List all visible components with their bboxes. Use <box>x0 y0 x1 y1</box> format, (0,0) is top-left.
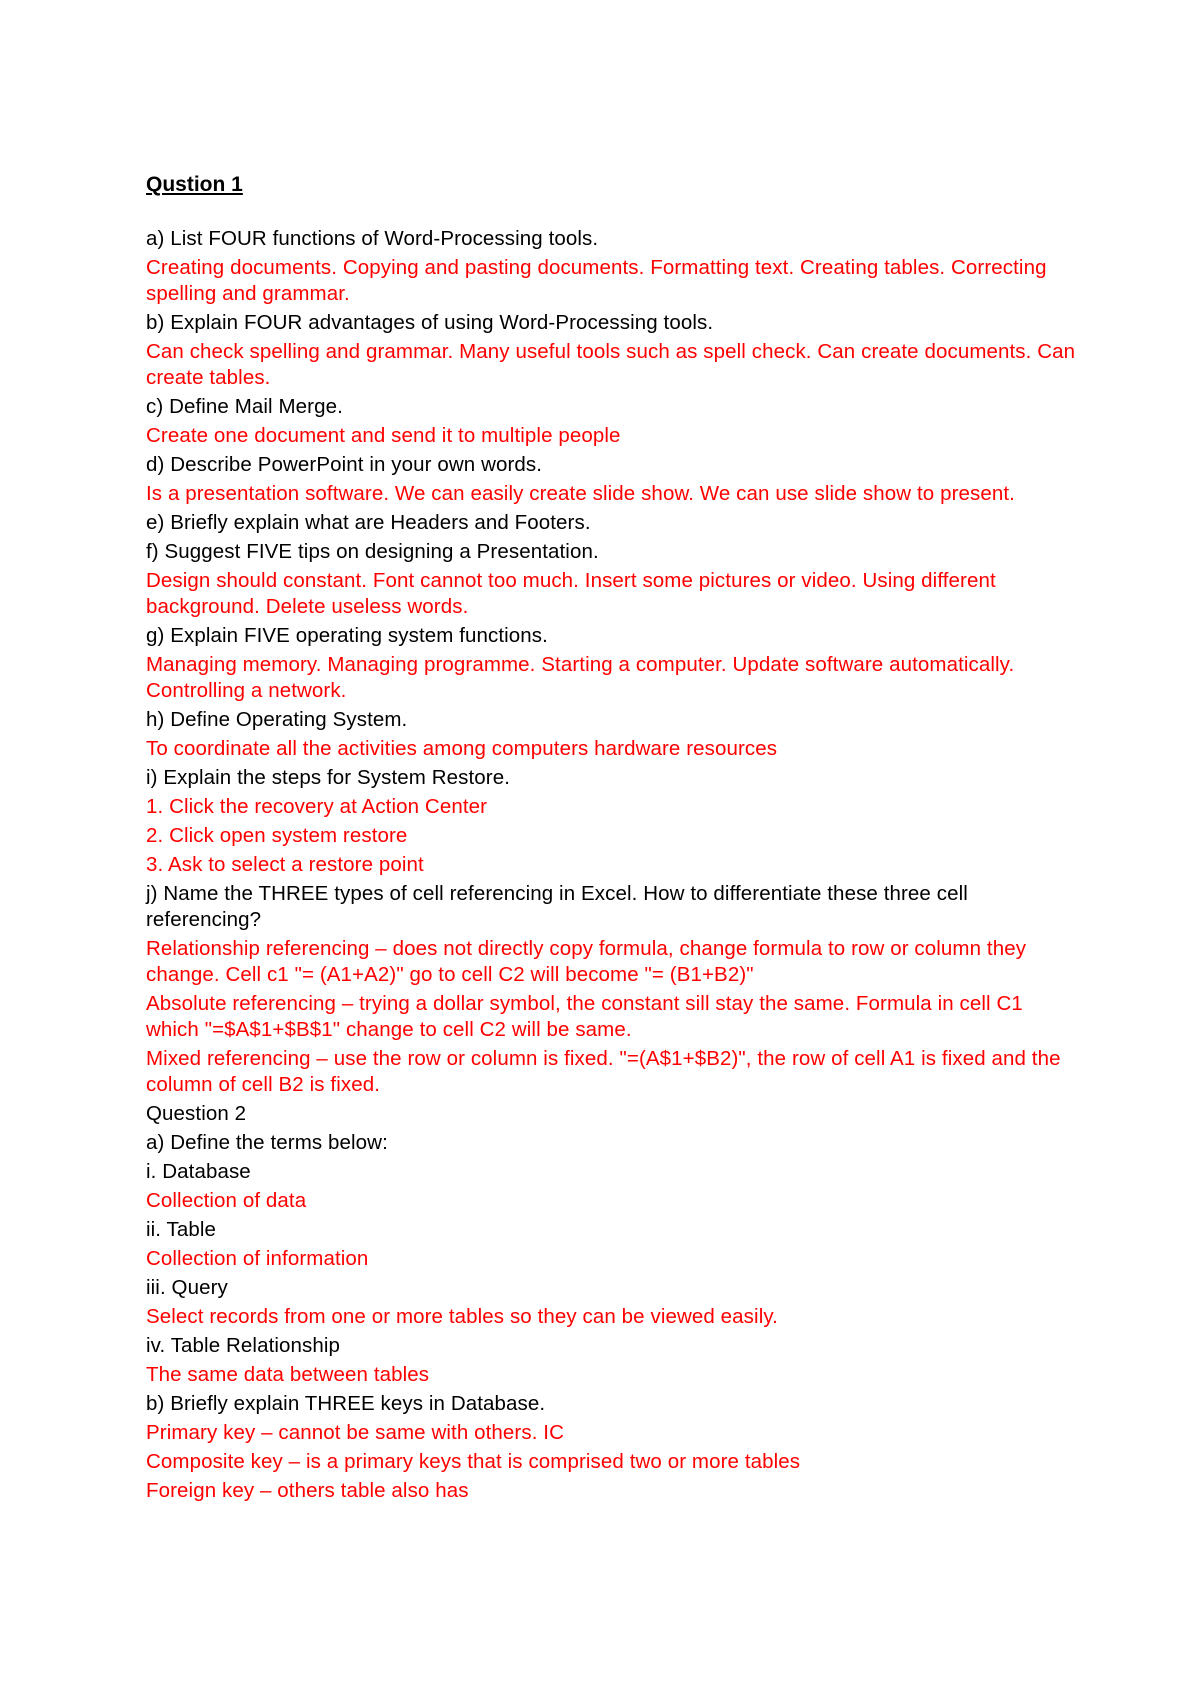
question-line: b) Explain FOUR advantages of using Word-Processing tools. <box>146 311 714 334</box>
question-line: d) Describe PowerPoint in your own words. <box>146 453 543 476</box>
document-body <box>146 172 1076 1507</box>
question-line: f) Suggest FIVE tips on designing a Presentation. <box>146 540 599 563</box>
question-line: i) Explain the steps for System Restore. <box>146 766 511 789</box>
answer-line: Create one document and send it to multiple people <box>146 424 621 447</box>
question-line: iv. Table Relationship <box>146 1334 341 1357</box>
question-line: j) Name the THREE types of cell referencing in Excel. How to differentiate these three cell referencing? <box>146 882 968 931</box>
question-line: ii. Table <box>146 1218 217 1241</box>
question-line: a) List FOUR functions of Word-Processing tools. <box>146 227 599 250</box>
answer-line: Can check spelling and grammar. Many useful tools such as spell check. Can create documents. Can create tables. <box>146 340 1076 389</box>
answer-line: Foreign key – others table also has <box>146 1479 469 1502</box>
question-line: iii. Query <box>146 1276 228 1299</box>
question-line: c) Define Mail Merge. <box>146 395 343 418</box>
answer-line: Relationship referencing – does not directly copy formula, change formula to row or column they change. Cell c1 "= (A1+A2)" go to cell C2 will become "= (B1+B2)" <box>146 937 1027 986</box>
answer-line: Managing memory. Managing programme. Starting a computer. Update software automatically. Controlling a network. <box>146 653 1015 702</box>
answer-line: Mixed referencing – use the row or column is fixed. "=(A$1+$B2)", the row of cell A1 is fixed and the column of cell B2 is fixed. <box>146 1047 1061 1096</box>
question-line: b) Briefly explain THREE keys in Database. <box>146 1392 546 1415</box>
answer-line: The same data between tables <box>146 1363 430 1386</box>
answer-line: Collection of information <box>146 1247 369 1270</box>
answer-line: Creating documents. Copying and pasting documents. Formatting text. Creating tables. Correcting spelling and grammar. <box>146 256 1047 305</box>
answer-line: Select records from one or more tables so they can be viewed easily. <box>146 1305 778 1328</box>
answer-line: Primary key – cannot be same with others. IC <box>146 1421 564 1444</box>
answer-line: 1. Click the recovery at Action Center <box>146 795 488 818</box>
question-line: Question 2 <box>146 1102 247 1125</box>
question-line: h) Define Operating System. <box>146 708 408 731</box>
question-line: a) Define the terms below: <box>146 1131 388 1154</box>
document-lines <box>146 226 1076 1504</box>
answer-line: 3. Ask to select a restore point <box>146 853 424 876</box>
question-line: g) Explain FIVE operating system functions. <box>146 624 548 647</box>
answer-line: Absolute referencing – trying a dollar symbol, the constant sill stay the same. Formula in cell C1 which "=$A$1+$B$1" change to cell C2 will be same. <box>146 992 1023 1041</box>
answer-line: Composite key – is a primary keys that is comprised two or more tables <box>146 1450 801 1473</box>
question-line: i. Database <box>146 1160 251 1183</box>
answer-line: To coordinate all the activities among computers hardware resources <box>146 737 778 760</box>
document-title: Qustion 1 <box>146 173 243 196</box>
question-line: e) Briefly explain what are Headers and Footers. <box>146 511 591 534</box>
answer-line: Is a presentation software. We can easily create slide show. We can use slide show to present. <box>146 482 1015 505</box>
answer-line: Design should constant. Font cannot too much. Insert some pictures or video. Using different background. Delete useless words. <box>146 569 996 618</box>
answer-line: 2. Click open system restore <box>146 824 408 847</box>
answer-line: Collection of data <box>146 1189 307 1212</box>
